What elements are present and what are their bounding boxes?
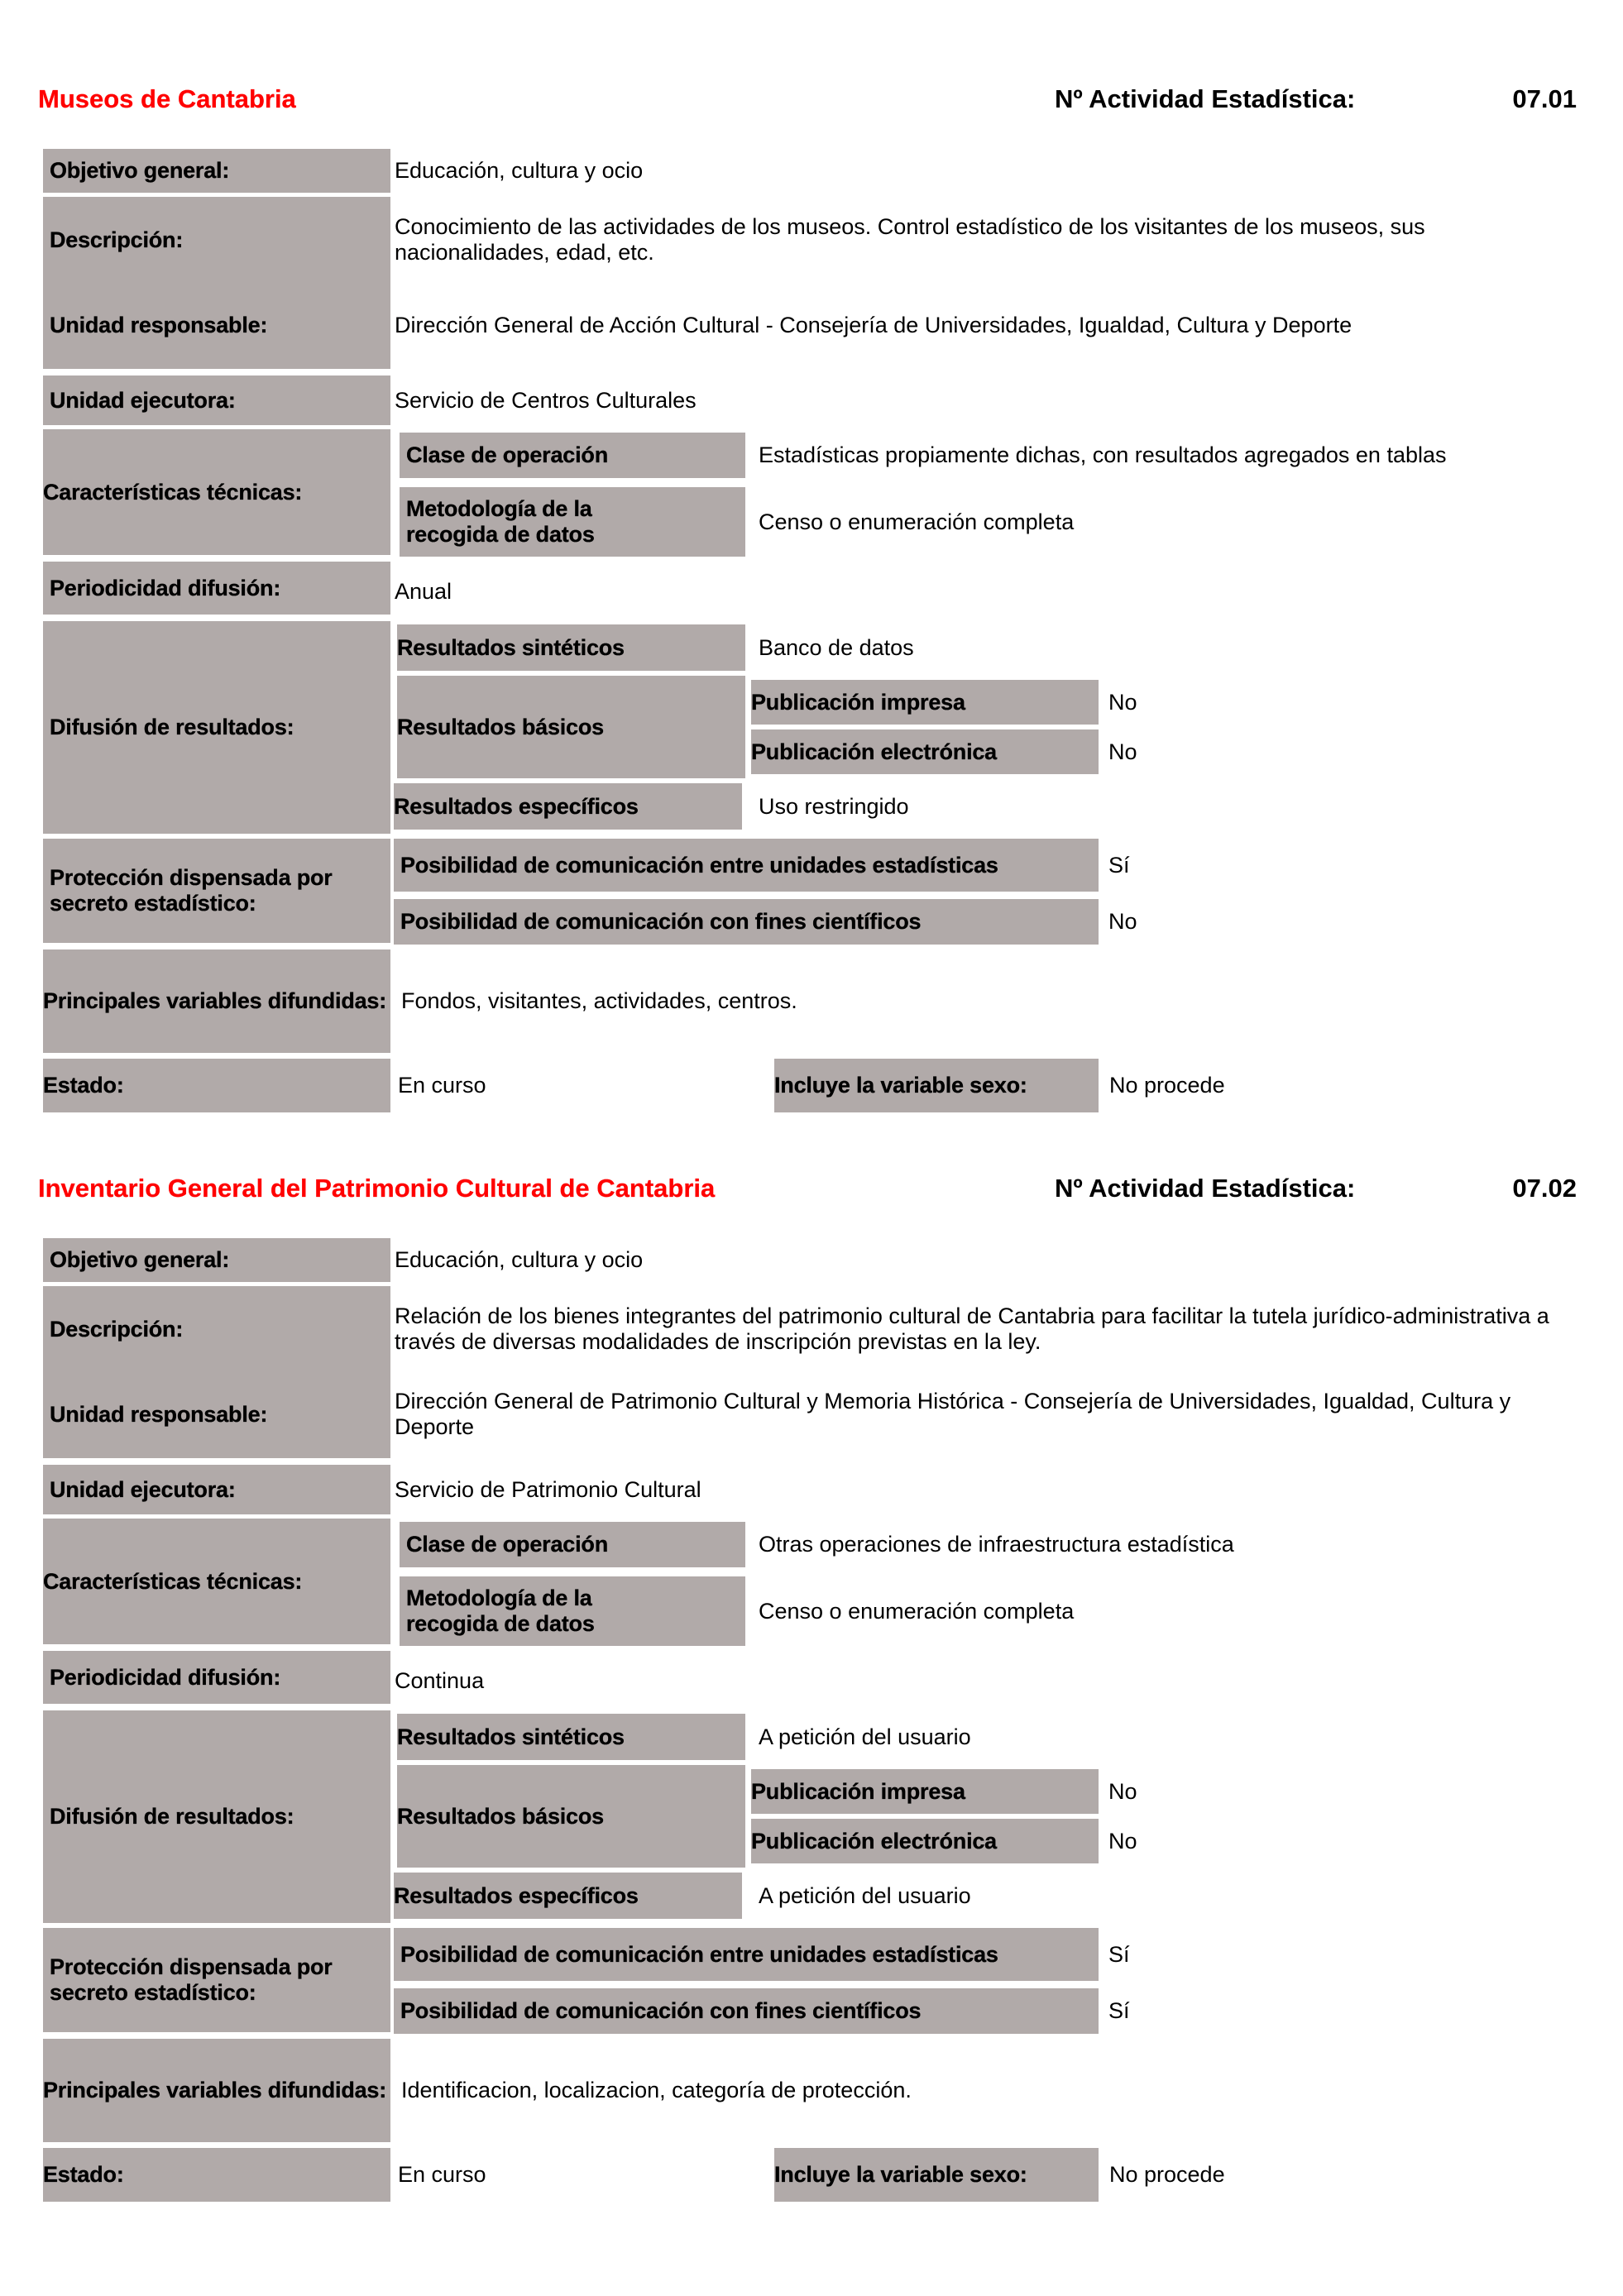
unidad-ejecutora-label: Unidad ejecutora: — [43, 1465, 390, 1514]
res-especificos-value: A petición del usuario — [759, 1882, 971, 1908]
pub-electronica-label: Publicación electrónica — [751, 1819, 1099, 1863]
difusion-label: Difusión de resultados: — [43, 1710, 390, 1923]
pub-electronica-value: No — [1108, 739, 1137, 764]
unidad-ejecutora-label: Unidad ejecutora: — [43, 375, 390, 425]
unidad-responsable-label: Unidad responsable: — [50, 1401, 268, 1427]
estado-label: Estado: — [43, 2148, 390, 2202]
metodologia-value: Censo o enumeración completa — [759, 1598, 1075, 1624]
activity-number: 07.02 — [1512, 1174, 1577, 1203]
estado-label: Estado: — [43, 1059, 390, 1112]
incluye-sexo-label: Incluye la variable sexo: — [774, 1059, 1099, 1112]
descripcion-value: Conocimiento de las actividades de los museos. Control estadístico de los visitantes de los museos, sus nacionalidades, edad, etc. — [395, 214, 1425, 265]
estado-value: En curso — [398, 2162, 486, 2187]
variables-value: Identificacion, localizacion, categoría de protección. — [401, 2078, 912, 2102]
periodicidad-label: Periodicidad difusión: — [43, 562, 390, 615]
pos-unidades-label: Posibilidad de comunicación entre unidades estadísticas — [394, 839, 1099, 892]
activity-title: Inventario General del Patrimonio Cultural de Cantabria — [38, 1174, 716, 1203]
pub-impresa-label: Publicación impresa — [751, 1769, 1099, 1814]
objetivo-value: Educación, cultura y ocio — [395, 1247, 644, 1272]
res-basicos-label: Resultados básicos — [397, 676, 745, 778]
activity-section — [0, 1089, 1623, 2214]
res-basicos-label: Resultados básicos — [397, 1765, 745, 1868]
variables-label: Principales variables difundidas: — [43, 949, 390, 1053]
difusion-label: Difusión de resultados: — [43, 621, 390, 834]
activity-number-label: Nº Actividad Estadística: — [1055, 84, 1356, 113]
clase-operacion-label: Clase de operación — [400, 1522, 745, 1567]
objetivo-label: Objetivo general: — [43, 1238, 390, 1282]
pub-electronica-value: No — [1108, 1828, 1137, 1854]
periodicidad-value: Anual — [395, 578, 452, 604]
periodicidad-value: Continua — [395, 1667, 485, 1693]
pos-cientificos-label: Posibilidad de comunicación con fines científicos — [394, 1988, 1099, 2034]
res-sinteticos-label: Resultados sintéticos — [397, 624, 745, 671]
variables-value: Fondos, visitantes, actividades, centros. — [401, 988, 797, 1013]
res-sinteticos-value: Banco de datos — [759, 634, 914, 660]
pos-cientificos-value: No — [1108, 909, 1137, 934]
pub-impresa-label: Publicación impresa — [751, 680, 1099, 725]
proteccion-label: Protección dispensada por secreto estadístico: — [43, 1928, 390, 2032]
activity-section — [0, 0, 1623, 1125]
pub-impresa-value: No — [1108, 1778, 1137, 1804]
metodologia-value: Censo o enumeración completa — [759, 509, 1075, 534]
res-especificos-label: Resultados específicos — [394, 1873, 742, 1919]
incluye-sexo-value: No procede — [1109, 1073, 1225, 1098]
activity-number-label: Nº Actividad Estadística: — [1055, 1174, 1356, 1203]
pos-unidades-value: Sí — [1108, 1941, 1130, 1967]
descripcion-label: Descripción: — [50, 1316, 184, 1342]
incluye-sexo-label: Incluye la variable sexo: — [774, 2148, 1099, 2202]
metodologia-label: Metodología de la recogida de datos — [400, 487, 745, 557]
metodologia-label: Metodología de la recogida de datos — [400, 1576, 745, 1646]
variables-label: Principales variables difundidas: — [43, 2039, 390, 2142]
pub-electronica-label: Publicación electrónica — [751, 729, 1099, 774]
descripcion-label: Descripción: — [50, 227, 184, 252]
objetivo-value: Educación, cultura y ocio — [395, 158, 644, 183]
incluye-sexo-value: No procede — [1109, 2162, 1225, 2187]
caracteristicas-label: Características técnicas: — [43, 1519, 390, 1644]
pos-unidades-label: Posibilidad de comunicación entre unidades estadísticas — [394, 1928, 1099, 1981]
pub-impresa-value: No — [1108, 689, 1137, 715]
unidad-ejecutora-value: Servicio de Centros Culturales — [395, 387, 697, 413]
unidad-responsable-value: Dirección General de Patrimonio Cultural y Memoria Histórica - Consejería de Universidades, Igualdad, Cultura y Deporte — [395, 1389, 1511, 1439]
pos-cientificos-value: Sí — [1108, 1998, 1130, 2023]
clase-operacion-label: Clase de operación — [400, 433, 745, 478]
clase-operacion-value: Estadísticas propiamente dichas, con resultados agregados en tablas — [759, 442, 1447, 467]
res-especificos-label: Resultados específicos — [394, 783, 742, 830]
unidad-responsable-value: Dirección General de Acción Cultural - Consejería de Universidades, Igualdad, Cultura y Deporte — [395, 312, 1352, 337]
periodicidad-label: Periodicidad difusión: — [43, 1651, 390, 1704]
unidad-ejecutora-value: Servicio de Patrimonio Cultural — [395, 1476, 701, 1502]
activity-number: 07.01 — [1512, 84, 1577, 113]
estado-value: En curso — [398, 1073, 486, 1098]
objetivo-label: Objetivo general: — [43, 149, 390, 193]
activity-title: Museos de Cantabria — [38, 84, 296, 113]
res-especificos-value: Uso restringido — [759, 793, 909, 819]
descripcion-value: Relación de los bienes integrantes del patrimonio cultural de Cantabria para facilitar la tutela jurídico-administrativa a través de diversas modalidades de inscripción previstas en la ley. — [395, 1303, 1549, 1354]
unidad-responsable-label: Unidad responsable: — [50, 312, 268, 337]
res-sinteticos-label: Resultados sintéticos — [397, 1714, 745, 1760]
caracteristicas-label: Características técnicas: — [43, 429, 390, 555]
clase-operacion-value: Otras operaciones de infraestructura estadística — [759, 1532, 1234, 1557]
pos-unidades-value: Sí — [1108, 852, 1130, 878]
proteccion-label: Protección dispensada por secreto estadístico: — [43, 839, 390, 943]
res-sinteticos-value: A petición del usuario — [759, 1724, 971, 1749]
pos-cientificos-label: Posibilidad de comunicación con fines científicos — [394, 899, 1099, 945]
